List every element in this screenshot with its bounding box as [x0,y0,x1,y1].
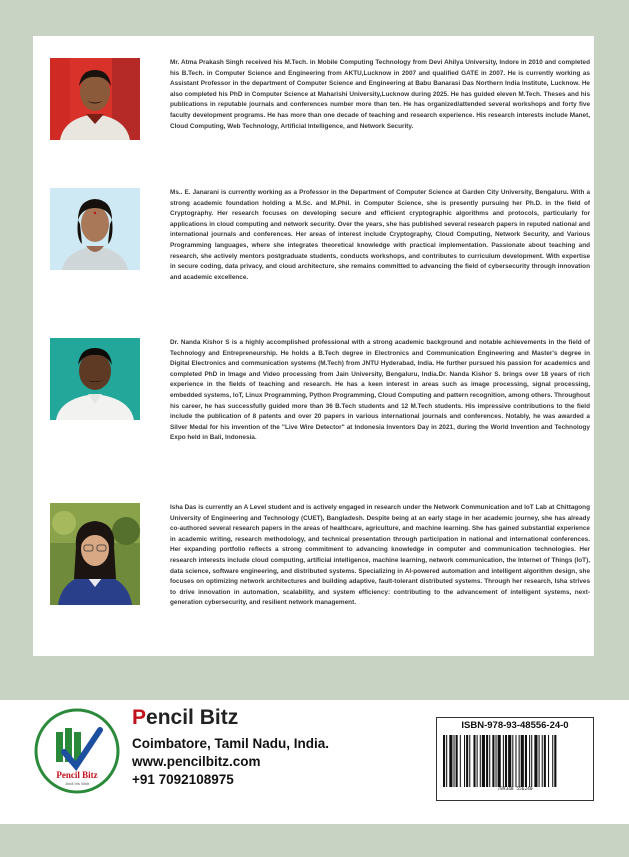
author-bio-1 [50,58,590,178]
barcode-bar [492,735,494,787]
barcode-bar [486,735,488,787]
barcode-bar [466,735,468,787]
barcode-icon [443,735,589,787]
barcode-bar [449,735,452,787]
barcode-bar [525,735,527,787]
publisher-name [132,706,238,730]
barcode-bar [464,735,465,787]
barcode-bar [515,735,516,787]
barcode-bar [542,735,543,787]
isbn-barcode [436,717,594,801]
publisher-website[interactable]: www.pencilbitz.com [132,754,261,769]
barcode-bar [531,735,532,787]
author-photo-2 [50,188,140,270]
logo-text: Pencil Bitz [56,770,98,780]
publisher-name-rest: encil Bitz [146,706,239,729]
barcode-bar [469,735,470,787]
bottom-strip [0,824,629,857]
barcode-bar [443,735,445,787]
author-bio-4-text: Isha Das is currently an A Level student and is actively engaged in research under the Network Communication and IoT Lab at Chittagong University of Engineering and Technology (CUET), Bangladesh. Despite being at an early stage in her academic journey, she has already co-authored several research papers in the areas of healthcare, agriculture, and machine learning. She has gained substantial experience in academic writing, research methodology, and technical presentation through participation in national and international conferences. Her expanding portfolio reflects a strong commitment to advancing knowledge in computer and communication technologies. Her research interests include cloud computing, artificial intelligence, machine learning, network communication, the Internet of Things (IoT), data science, software engineering, and distributed systems. Specializing in AI-powered automation and intelligent algorithm design, she focuses on optimizing network architectures and building adaptive, fault-tolerant distributed systems. Through her research, Isha strives to drive innovation in automation, scalability, and system efficiency: contributing to the advancement of intelligent systems, next-generation cybersecurity, and resilient network management. [170,504,590,607]
barcode-bar [512,735,513,787]
author-photo-icon [50,503,140,605]
barcode-bar [548,735,549,787]
barcode-bar [456,735,458,787]
barcode-bar [503,735,504,787]
barcode-digits: 789348 556240 [497,787,533,792]
author-photo-icon [50,338,140,420]
publisher-address: Coimbatore, Tamil Nadu, India. [132,736,330,751]
author-bios-panel [33,36,594,656]
barcode-bar [460,735,461,787]
author-bio-1-text: Mr. Atma Prakash Singh received his M.Tech. in Mobile Computing Technology from Devi Ahilya University, Indore in 2010 and completed his B.Tech. in Computer Science and Engineering from AKTU,Lucknow in 2007 and qualified GATE in 2007. He is currently working as Assistant Professor in the department of Computer Science and Engineering at Babu Banarasi Das Northern India Institute, Lucknow. He also completed his PhD in Computer Science at Maharishi University,Lucknow during 2025. He has guided eleven M.Tech. Theses and his publications in reputable journals and conferences number more than ten. He has organized/attended several workshops and forty five faculty development programs. He has more than one decade of teaching and research experience. His research interests include Manet, Cloud Computing, Web Technology, Artificial Intelligence, and Network Security. [170,59,590,130]
barcode-bar [539,735,540,787]
pencil-bitz-logo-icon [34,708,120,794]
author-photo-icon [50,58,140,140]
publisher-footer [0,700,629,824]
publisher-name-initial: P [132,706,147,729]
barcode-bar [446,735,447,787]
barcode-bar [454,735,455,787]
barcode-bar [544,735,546,787]
barcode-bar [534,735,537,787]
author-bio-2 [50,188,590,318]
author-photo-4 [50,503,140,605]
barcode-bar [554,735,556,787]
isbn-label: ISBN-978-93-48556-24-0 [461,720,569,731]
barcode-bar [508,735,511,787]
barcode-bar [477,735,478,787]
barcode-bar [482,735,485,787]
logo-tagline: Jindi Iris Walt [65,781,89,786]
author-bio-3 [50,338,590,488]
barcode-bar [473,735,475,787]
author-photo-1 [50,58,140,140]
barcode-bar [519,735,520,787]
author-bio-3-text: Dr. Nanda Kishor S is a highly accomplished professional with a strong academic background and notable achievements in the field of Technology and Entrepreneurship. He holds a B.Tech degree in Electronics and Communication Engineering and Master's degree in Digital Electronics and communication systems (M.Tech) from JNTU Hyderabad, India. He further pursued his passion for academics and completed PhD in Image and Video processing from Jain University, Bengaluru, India.Dr. Nanda Kishor S. brings over 18 years of rich experience in the fields of teaching and research. He has a keen interest in areas such as image processing, signal processing, embedded systems, IoT, Linux Programming, Python Programming, Cloud Computing and pattern recognition, among others. Throughout his career, he has successfully guided more than 36 B.Tech students and 12 M.Tech students. His impressive contributions to the field include the publication of 8 patents and over 20 papers in various international journals and conferences. Notably, he was awarded a Silver Medal for his invention of the "Live Wire Detector" at Indonesia Inventors Day in 2021, during the World Invention and Technology Expo held in Bali, Indonesia. [170,339,590,442]
barcode-bar [496,735,497,787]
publisher-phone: +91 7092108975 [132,772,234,787]
barcode-bar [489,735,490,787]
author-bio-2-text: Ms.. E. Janarani is currently working as a Professor in the Department of Computer Science at Garden City University, Bengaluru. With a strong academic foundation holding a M.Sc. and M.Phil. in Computer Science, she is presently pursuing her Ph.D. in the field of Cryptography. Her research focuses on developing secure and efficient cryptographic algorithms and protocols, particularly for applications in cloud computing and network security. Over the years, she has published several research papers in reputed national and international journals and conferences. Her areas of interest include Cryptography, Cloud Computing, Network Security, and Various Programming languages, where she integrates theoretical knowledge with practical implementation. Passionate about teaching and research, she actively mentors postgraduate students, conducts workshops, and contributes to curriculum development. With expertise in secure coding, data privacy, and cloud architecture, she remains committed to advancing the field of cybersecurity through innovation and academic excellence. [170,189,590,281]
author-photo-3 [50,338,140,420]
author-bio-4 [50,503,590,653]
barcode-bar [498,735,501,787]
barcode-bar [521,735,524,787]
barcode-bar [505,735,507,787]
barcode-bar [552,735,553,787]
publisher-logo [34,708,120,794]
author-photo-icon [50,188,140,270]
barcode-bar [480,735,481,787]
barcode-bar [529,735,530,787]
